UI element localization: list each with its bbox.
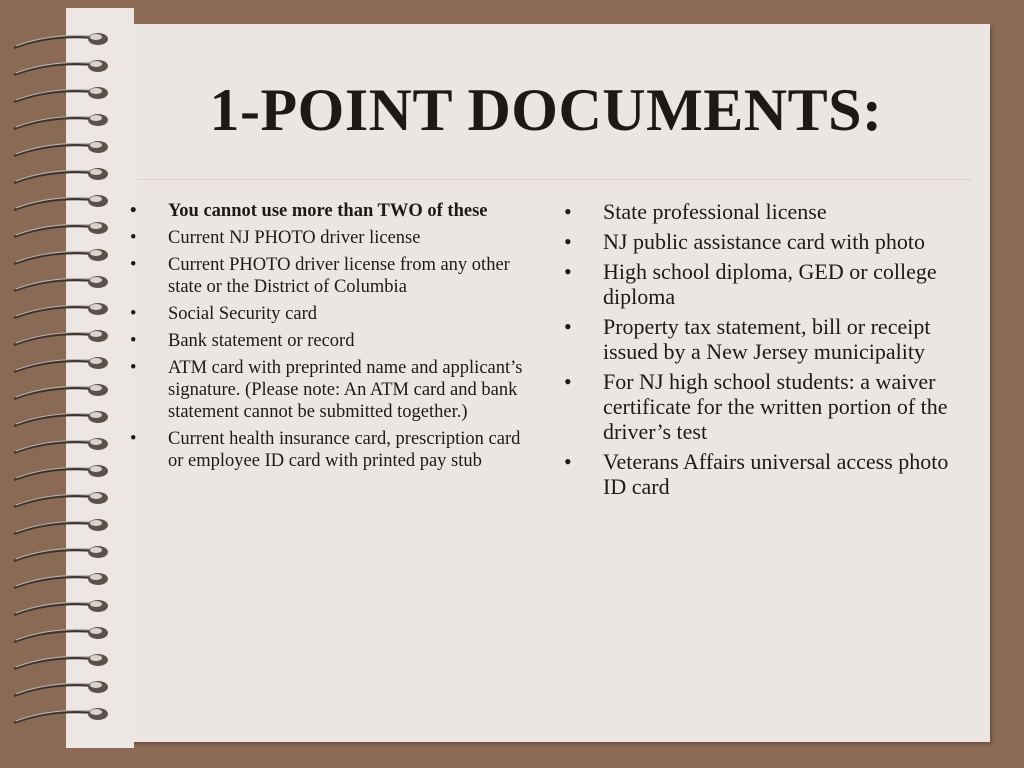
spiral-coil — [14, 303, 108, 318]
title-divider — [138, 179, 972, 180]
list-item: • Bank statement or record — [126, 330, 531, 352]
spiral-coil — [14, 492, 108, 507]
spiral-coil — [14, 411, 108, 426]
spiral-coil — [14, 249, 108, 264]
list-item: • Social Security card — [126, 303, 531, 325]
spiral-coil — [14, 276, 108, 291]
list-item: • High school diploma, GED or college diploma — [560, 259, 960, 309]
list-item: • You cannot use more than TWO of these — [126, 200, 531, 222]
left-bullet-list — [126, 200, 531, 477]
spiral-coil — [14, 708, 108, 723]
spiral-coil — [14, 519, 108, 534]
list-item: • Current PHOTO driver license from any other state or the District of Columbia — [126, 254, 531, 298]
page-title: 1-POINT DOCUMENTS: — [209, 77, 883, 143]
spiral-coil — [14, 465, 108, 480]
list-item: • Current NJ PHOTO driver license — [126, 227, 531, 249]
spiral-coil — [14, 546, 108, 561]
spiral-coil — [14, 384, 108, 399]
list-item: • For NJ high school students: a waiver certificate for the written portion of the driver’s test — [560, 369, 960, 444]
list-item: • Current health insurance card, prescription card or employee ID card with printed pay stub — [126, 428, 531, 472]
spiral-coil — [14, 600, 108, 615]
list-item: • NJ public assistance card with photo — [560, 229, 960, 254]
spiral-coil — [14, 438, 108, 453]
list-item: • Property tax statement, bill or receipt issued by a New Jersey municipality — [560, 314, 960, 364]
spiral-coil — [14, 330, 108, 345]
list-item: • Veterans Affairs universal access photo ID card — [560, 449, 960, 499]
spiral-coil — [14, 357, 108, 372]
spiral-coil — [14, 195, 108, 210]
spiral-coil — [14, 573, 108, 588]
spiral-coil — [14, 60, 108, 75]
list-item: • State professional license — [560, 199, 960, 224]
spiral-coil — [14, 222, 108, 237]
spiral-coil — [14, 627, 108, 642]
spiral-coil — [14, 654, 108, 669]
right-bullet-list — [560, 199, 960, 504]
spiral-coil — [14, 681, 108, 696]
spiral-coil — [14, 33, 108, 48]
spiral-coil — [14, 168, 108, 183]
list-item: • ATM card with preprinted name and applicant’s signature. (Please note: An ATM card and bank statement cannot be submitted together.) — [126, 357, 531, 423]
